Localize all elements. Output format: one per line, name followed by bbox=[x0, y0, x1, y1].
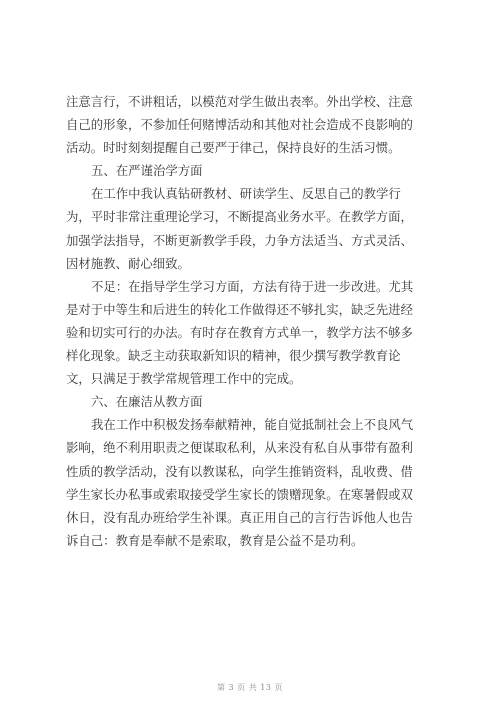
paragraph-line: 休日，没有乱办班给学生补课。真正用自己的言行告诉他人也告 bbox=[66, 509, 413, 525]
paragraph-line: 不足：在指导学生学习方面，方法有待于进一步改进。尤其 bbox=[91, 278, 414, 294]
paragraph-line: 性质的教学活动，没有以教谋私，向学生推销资料，乱收费、借 bbox=[66, 463, 413, 479]
paragraph-line: 学生家长办私事或索取接受学生家长的馈赠现象。在寒暑假或双 bbox=[66, 486, 413, 502]
document-body bbox=[66, 90, 440, 552]
section-heading-five: 五、在严谨治学方面 bbox=[91, 163, 203, 179]
paragraph-line: 在工作中我认真钻研教材、研读学生、反思自己的教学行 bbox=[91, 186, 401, 202]
paragraph-line: 加强学法指导，不断更新教学手段，力争方法适当、方式灵活、 bbox=[66, 232, 413, 248]
paragraph-line: 因材施教、耐心细致。 bbox=[66, 255, 190, 271]
paragraph-line: 文，只满足于教学常规管理工作中的完成。 bbox=[66, 371, 302, 387]
page-footer bbox=[0, 682, 500, 693]
paragraph-line: 是对于中等生和后进生的转化工作做得还不够扎实，缺乏先进经 bbox=[66, 301, 413, 317]
paragraph-line: 为，平时非常注重理论学习，不断提高业务水平。在教学方面， bbox=[66, 209, 413, 225]
paragraph-line: 诉自己：教育是奉献不是索取，教育是公益不是功利。 bbox=[66, 532, 364, 548]
paragraph-line: 影响，绝不利用职责之便谋取私利，从来没有私自从事带有盈利 bbox=[66, 440, 413, 456]
section-heading-six: 六、在廉洁从教方面 bbox=[91, 394, 203, 410]
paragraph-line: 活动。时时刻刻提醒自己要严于律己，保持良好的生活习惯。 bbox=[66, 140, 401, 156]
page-number-label: 第 3 页 共 13 页 bbox=[217, 683, 283, 692]
paragraph-line: 样化现象。缺乏主动获取新知识的精神，很少撰写教学教育论 bbox=[66, 348, 401, 364]
paragraph-line: 验和切实可行的办法。有时存在教育方式单一，教学方法不够多 bbox=[66, 324, 413, 340]
paragraph-line: 注意言行，不讲粗话，以模范对学生做出表率。外出学校、注意 bbox=[66, 94, 413, 109]
paragraph-line: 我在工作中积极发扬奉献精神，能自觉抵制社会上不良风气 bbox=[91, 417, 414, 433]
paragraph-line: 自己的形象，不参加任何赌博活动和其他对社会造成不良影响的 bbox=[66, 117, 413, 133]
